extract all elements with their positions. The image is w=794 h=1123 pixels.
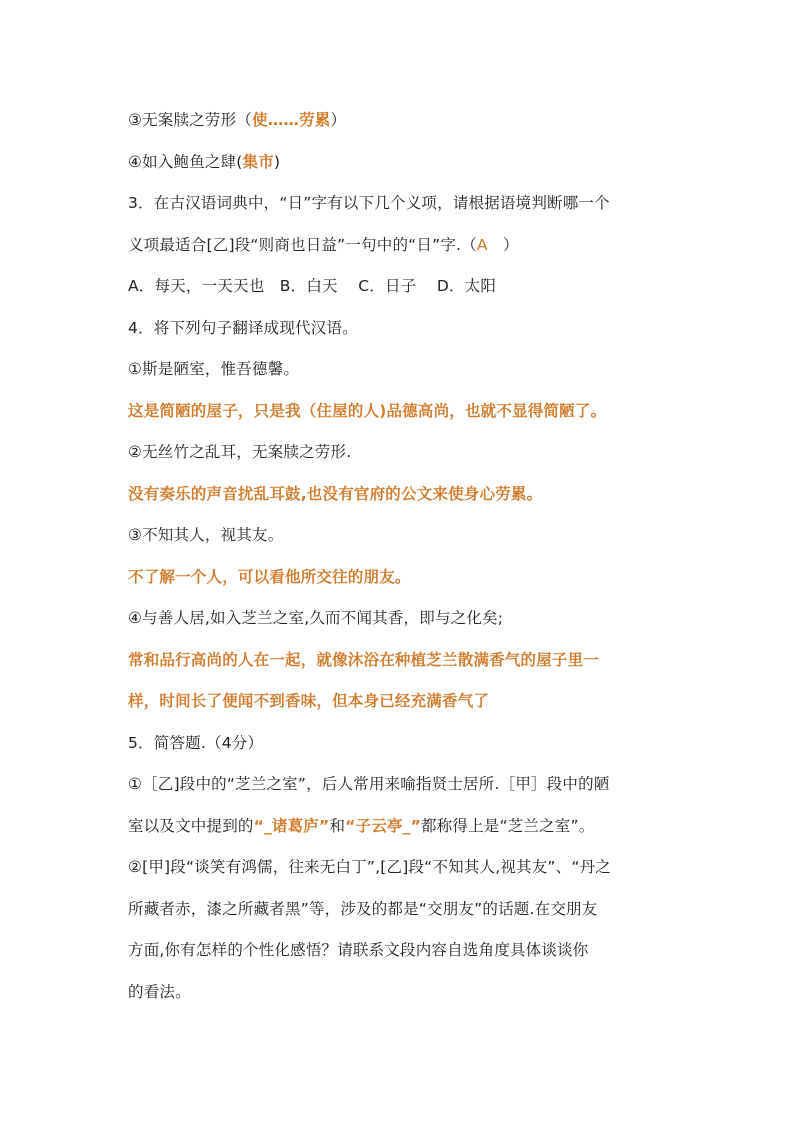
document-content — [128, 100, 673, 1013]
question-5-part-1-line-2 — [128, 806, 673, 848]
question-5-part-2-line-4: 的看法。 — [128, 982, 191, 1001]
question-5-part-1-line-1: ①［乙]段中的“芝兰之室”，后人常用来喻指贤士居所.［甲］段中的陋 — [128, 775, 610, 793]
question-text: 和 — [329, 816, 346, 835]
question-text: ） — [330, 111, 347, 129]
question-4-heading: 4．将下列句子翻译成现代汉语。 — [128, 318, 358, 337]
question-text: ) — [273, 152, 281, 171]
question-4-answer-2: 没有奏乐的声音扰乱耳鼓,也没有官府的公文来使身心劳累。 — [128, 484, 543, 503]
question-5-part-2-line-2: 所藏者赤，漆之所藏者黑”等，涉及的都是“交朋友”的话题.在交朋友 — [128, 899, 598, 918]
question-3-line-1: 3．在古汉语词典中，“日”字有以下几个义项，请根据语境判断哪一个 — [128, 194, 610, 212]
answer-text: “子云亭_” — [345, 816, 421, 835]
question-text: ） — [487, 235, 519, 254]
question-5-heading: 5．简答题.（4分） — [128, 733, 264, 752]
question-text: ③无案牍之劳形（ — [128, 111, 252, 129]
item-3-sub-3 — [128, 100, 673, 142]
question-text: ④如入鲍鱼之肆( — [128, 152, 243, 171]
question-4-sentence-1: ①斯是陋室，惟吾德馨。 — [128, 360, 300, 378]
question-4-answer-3: 不了解一个人，可以看他所交往的朋友。 — [128, 567, 411, 586]
answer-text: 集市 — [242, 152, 274, 171]
answer-text: 使……劳累 — [252, 111, 331, 129]
answer-text: “_诸葛庐” — [253, 816, 330, 835]
question-4-answer-4-line-2: 样，时间长了便闻不到香味，但本身已经充满香气了 — [128, 692, 490, 710]
answer-text: A — [476, 235, 488, 254]
item-3-sub-4 — [128, 142, 673, 184]
question-3-options: A．每天，一天天也 B．白天 C．日子 D．太阳 — [128, 277, 497, 295]
question-text: 室以及文中提到的 — [128, 816, 254, 835]
question-4-answer-1: 这是简陋的屋子，只是我（住屋的人)品德高尚，也就不显得简陋了。 — [128, 401, 607, 420]
question-5-part-2-line-1: ②[甲]段“谈笑有鸿儒，往来无白丁”,[乙]段“不知其人,视其友”、“丹之 — [128, 858, 611, 876]
question-4-answer-4-line-1: 常和品行高尚的人在一起，就像沐浴在种植芝兰散满香气的屋子里一 — [128, 650, 600, 669]
question-text: 义项最适合[乙]段“则商也日益”一句中的“日”字.（ — [128, 235, 477, 254]
question-5-part-2-line-3: 方面,你有怎样的个性化感悟？请联系文段内容自选角度具体谈谈你 — [128, 941, 589, 959]
question-4-sentence-3: ③不知其人，视其友。 — [128, 526, 284, 544]
question-4-sentence-4: ④与善人居,如入芝兰之室,久而不闻其香，即与之化矣; — [128, 609, 504, 627]
question-3-line-2 — [128, 225, 673, 267]
question-4-sentence-2: ②无丝竹之乱耳，无案牍之劳形. — [128, 443, 352, 461]
question-text: 都称得上是“芝兰之室”。 — [420, 816, 595, 835]
